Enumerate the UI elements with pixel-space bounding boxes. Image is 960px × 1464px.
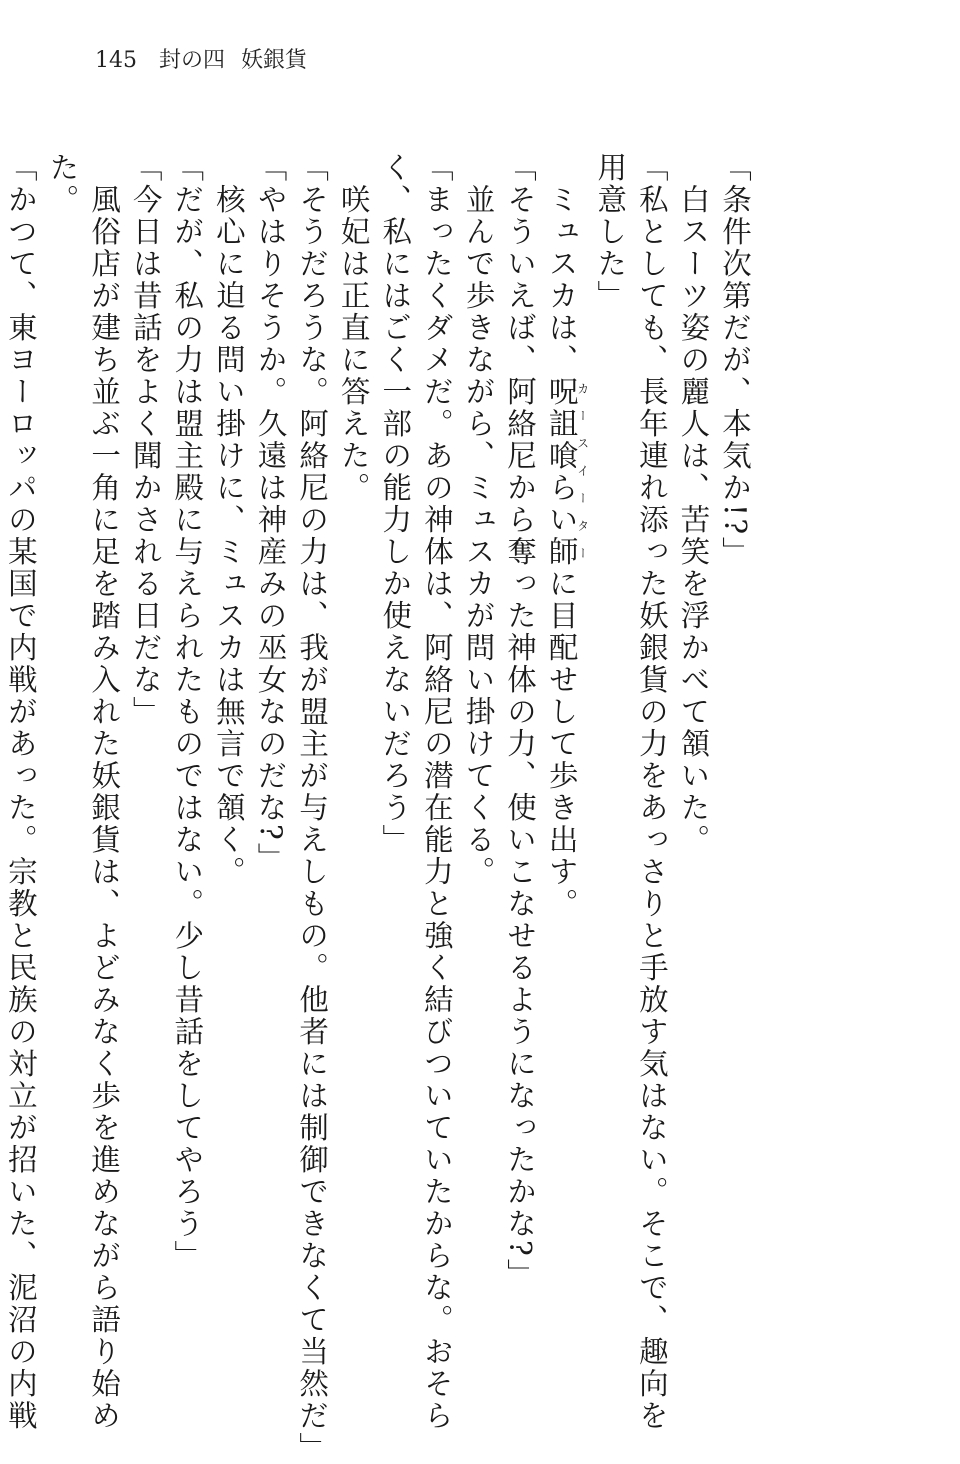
text-line-12: 「やはりそうか。久遠は神産みの巫女なのだな?」 [253, 152, 288, 875]
chapter-number: 封の四 [159, 48, 226, 73]
chapter-title: 妖銀貨 [241, 48, 308, 73]
text-line-3: 「私としても、長年連れ添った妖銀貨の力をあっさりと手放す気はない。そこで、趣向を [634, 152, 669, 1432]
text-line-15: 「今日は昔話をよく聞かされる日だな」 [128, 152, 163, 728]
vertical-body-text [0, 152, 755, 1464]
text-line-13: 核心に迫る問い掛けに、ミュスカは無言で頷く。 [211, 152, 246, 888]
furigana-ruby: 呪詛喰らい師カースイーター [544, 376, 590, 568]
text-line-18: 「かつて、東ヨーロッパの某国で内戦があった。宗教と民族の対立が招いた、泥沼の内戦 [3, 152, 38, 1432]
text-line-16: 風俗店が建ち並ぶ一角に足を踏み入れた妖銀貨は、よどみなく歩を進めながら語り始め [87, 152, 122, 1432]
text-line-2: 白スーツ姿の麗人は、苦笑を浮かべて頷いた。 [676, 152, 711, 856]
furigana-reading: カースイーター [575, 376, 590, 568]
text-line-14: 「だが、私の力は盟主殿に与えられたものではない。少し昔話をしてやろう」 [170, 152, 205, 1272]
text-line-9: く、私にはごく一部の能力しか使えないだろう」 [378, 152, 413, 856]
text-line-4: 用意した」 [593, 152, 628, 312]
text-line-7: 並んで歩きながら、ミュスカが問い掛けてくる。 [461, 152, 496, 888]
text-line-1: 「条件次第だが、本気か!?」 [718, 152, 752, 569]
text-line-10: 咲妃は正直に答えた。 [336, 152, 371, 504]
text-line-5: ミュスカは、呪詛喰らい師カースイーターに目配せして歩き出す。 [544, 152, 590, 920]
text-line-11: 「そうだろうな。阿絡尼の力は、我が盟主が与えしもの。他者には制御できなくて当然だ」 [295, 152, 330, 1464]
text-line-17: た。 [45, 152, 80, 216]
text-line-8: 「まったくダメだ。あの神体は、阿絡尼の潜在能力と強く結びついていたからな。おそら [419, 152, 454, 1432]
page-number: 145 [95, 48, 137, 73]
running-header [95, 46, 307, 76]
text-line-6: 「そういえば、阿絡尼から奪った神体の力、使いこなせるようになったかな?」 [503, 152, 538, 1291]
